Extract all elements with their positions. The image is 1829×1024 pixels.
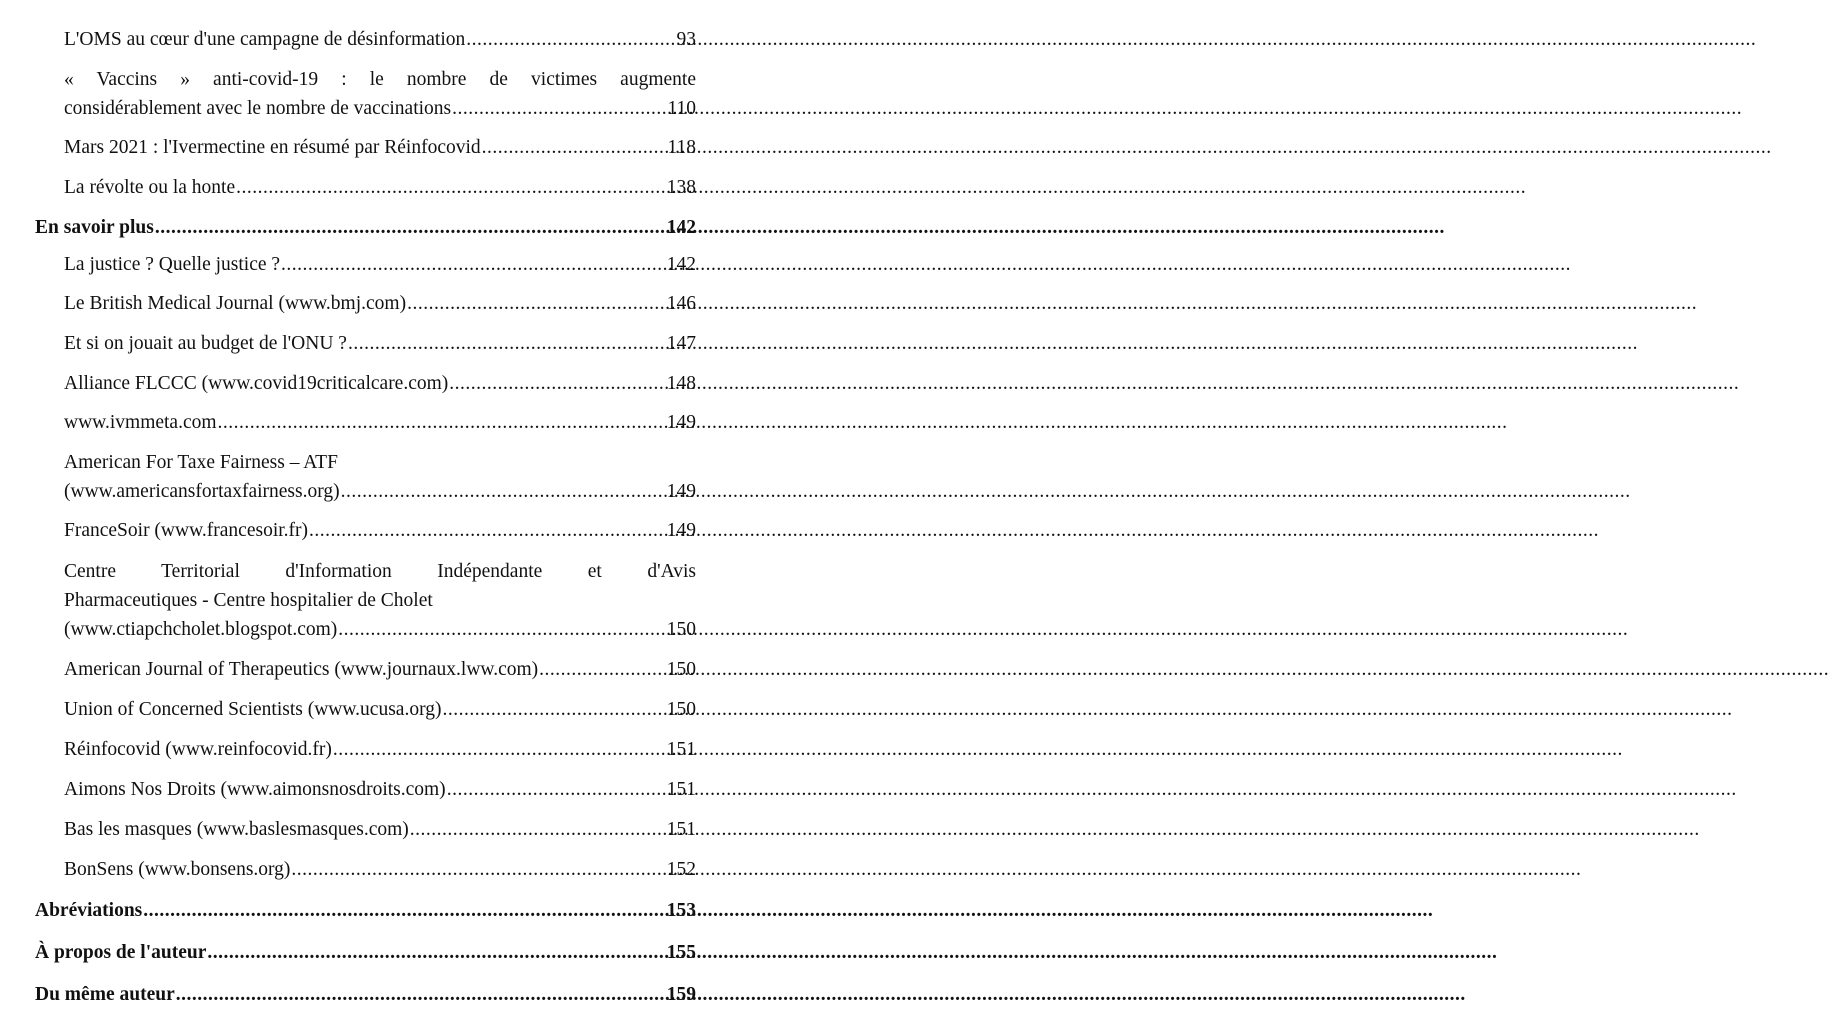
toc-entry[interactable]: [64, 173, 696, 202]
toc-chapter-entry[interactable]: [35, 213, 696, 242]
toc-entry[interactable]: [64, 855, 696, 884]
toc-entry-title-line: « Vaccins » anti-covid-19 : le nombre de victimes augmente: [64, 69, 696, 90]
toc-page-number: 150: [666, 659, 696, 680]
dot-leader: [452, 94, 666, 123]
dot-leader: [281, 250, 666, 279]
toc-page-number: 151: [666, 739, 696, 760]
toc-page-number: 153: [666, 900, 696, 921]
toc-entry[interactable]: [64, 65, 696, 123]
toc-chapter-entry[interactable]: [35, 896, 696, 925]
toc-entry[interactable]: [64, 448, 696, 506]
dot-leader: [449, 369, 665, 398]
toc-entry-title: Réinfocovid (www.reinfocovid.fr): [64, 739, 332, 760]
toc-entry-title: (www.americansfortaxfairness.org): [64, 481, 340, 502]
toc-entry[interactable]: [64, 369, 696, 398]
toc-entry-title: La justice ? Quelle justice ?: [64, 254, 281, 275]
dot-leader: [447, 775, 666, 804]
toc-entry-title: Le British Medical Journal (www.bmj.com): [64, 293, 407, 314]
toc-page-number: 152: [666, 859, 696, 880]
toc-entry-title: Union of Concerned Scientists (www.ucusa.org): [64, 699, 442, 720]
dot-leader: [539, 655, 666, 684]
toc-entry-title: American Journal of Therapeutics (www.journaux.lww.com): [64, 659, 539, 680]
toc-entry-title-line: American For Taxe Fairness – ATF: [64, 452, 338, 473]
toc-entry-title: Du même auteur: [35, 984, 175, 1005]
toc-entry-title: BonSens (www.bonsens.org): [64, 859, 291, 880]
toc-page-number: 142: [666, 254, 696, 275]
toc-entry-title: En savoir plus: [35, 217, 154, 238]
toc-page-number: 151: [666, 819, 696, 840]
toc-entry-title: www.ivmmeta.com: [64, 412, 217, 433]
toc-entry-title: Alliance FLCCC (www.covid19criticalcare.com): [64, 373, 449, 394]
toc-page-number: 150: [666, 619, 696, 640]
toc-entry-title: L'OMS au cœur d'une campagne de désinformation: [64, 29, 466, 50]
toc-entry[interactable]: [64, 329, 696, 358]
toc-entry[interactable]: [64, 516, 696, 545]
table-of-contents: [0, 0, 736, 1024]
dot-leader: [442, 695, 665, 724]
dot-leader: [338, 615, 665, 644]
toc-entry-title: Abréviations: [35, 900, 143, 921]
toc-page-number: 148: [666, 373, 696, 394]
toc-page-number: 155: [666, 942, 696, 963]
dot-leader: [333, 735, 666, 764]
toc-page-number: 149: [666, 412, 696, 433]
dot-leader: [410, 815, 666, 844]
toc-entry[interactable]: [64, 25, 696, 54]
toc-entry-title: FranceSoir (www.francesoir.fr): [64, 520, 309, 541]
toc-entry-title-line: Centre Territorial d'Information Indépendante et d'Avis: [64, 561, 696, 582]
toc-entry[interactable]: [64, 408, 696, 437]
toc-page-number: 149: [666, 481, 696, 502]
dot-leader: [218, 408, 666, 437]
toc-entry[interactable]: [64, 250, 696, 279]
dot-leader: [309, 516, 666, 545]
toc-page-number: 150: [666, 699, 696, 720]
dot-leader: [236, 173, 666, 202]
dot-leader: [207, 938, 665, 967]
toc-entry-title: Mars 2021 : l'Ivermectine en résumé par Réinfocovid: [64, 137, 481, 158]
toc-page-number: 151: [666, 779, 696, 800]
toc-entry[interactable]: [64, 695, 696, 724]
dot-leader: [143, 896, 666, 925]
toc-page-number: 146: [666, 293, 696, 314]
toc-page-number: 159: [666, 984, 696, 1005]
dot-leader: [482, 133, 667, 162]
toc-entry[interactable]: [64, 735, 696, 764]
dot-leader: [176, 980, 666, 1009]
toc-chapter-entry[interactable]: [35, 938, 696, 967]
toc-entry-title: considérablement avec le nombre de vaccinations: [64, 98, 452, 119]
toc-page-number: 110: [667, 98, 696, 119]
toc-entry-title-line: Pharmaceutiques - Centre hospitalier de Cholet: [64, 590, 433, 611]
toc-entry-title: Bas les masques (www.baslesmasques.com): [64, 819, 409, 840]
dot-leader: [466, 25, 675, 54]
dot-leader: [348, 329, 666, 358]
dot-leader: [341, 477, 666, 506]
toc-entry[interactable]: [64, 557, 696, 644]
toc-page-number: 147: [666, 333, 696, 354]
toc-entry[interactable]: [64, 815, 696, 844]
toc-entry[interactable]: [64, 775, 696, 804]
toc-entry-title: (www.ctiapchcholet.blogspot.com): [64, 619, 338, 640]
toc-entry[interactable]: [64, 655, 696, 684]
dot-leader: [291, 855, 665, 884]
toc-page-number: 118: [667, 137, 696, 158]
toc-page-number: 138: [666, 177, 696, 198]
toc-page-number: 93: [676, 29, 696, 50]
toc-entry[interactable]: [64, 133, 696, 162]
toc-chapter-entry[interactable]: [35, 980, 696, 1009]
toc-page-number: 149: [666, 520, 696, 541]
toc-entry-title: À propos de l'auteur: [35, 942, 207, 963]
dot-leader: [155, 213, 666, 242]
dot-leader: [407, 289, 666, 318]
toc-page-number: 142: [666, 217, 696, 238]
toc-entry[interactable]: [64, 289, 696, 318]
toc-entry-title: La révolte ou la honte: [64, 177, 236, 198]
toc-entry-title: Et si on jouait au budget de l'ONU ?: [64, 333, 347, 354]
toc-entry-title: Aimons Nos Droits (www.aimonsnosdroits.com): [64, 779, 446, 800]
